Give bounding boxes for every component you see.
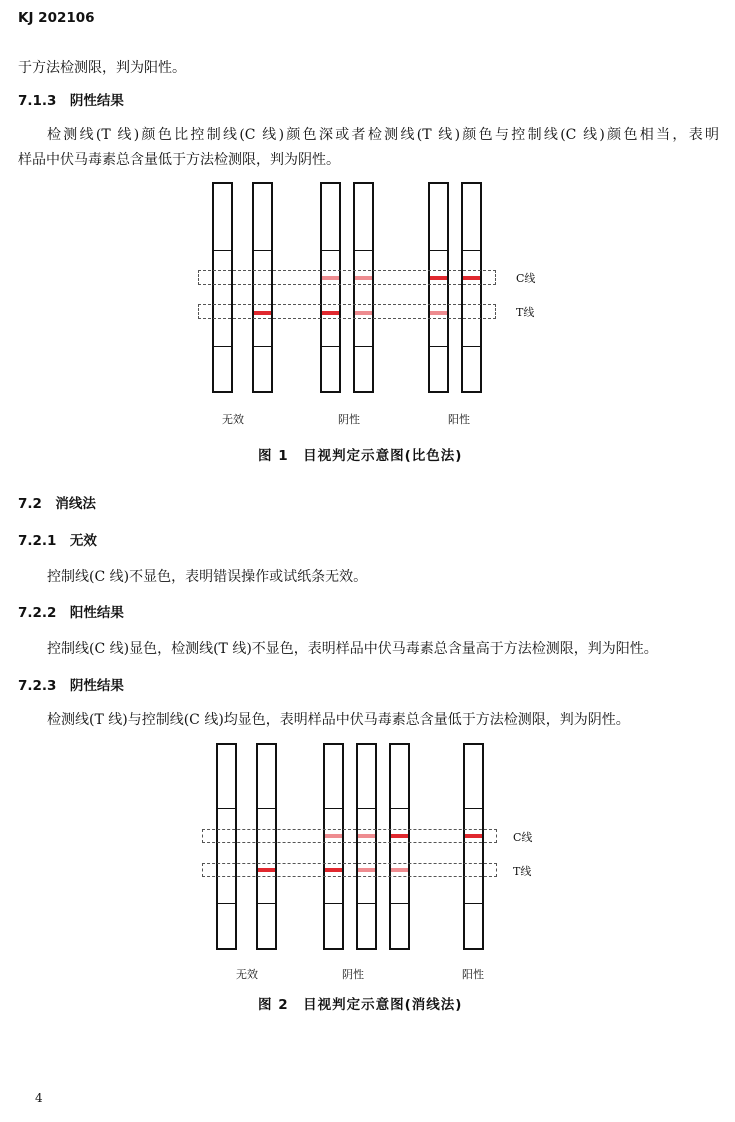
test-strip (389, 743, 410, 950)
test-strip (252, 182, 273, 393)
c-line-zone (202, 829, 497, 843)
paragraph: 于方法检测限，判为阳性。 (18, 60, 186, 76)
t-line-zone (202, 863, 497, 877)
test-strip (353, 182, 374, 393)
strip-divider (463, 346, 480, 347)
strip-divider (391, 903, 408, 904)
strip-divider (322, 346, 339, 347)
strip-divider (465, 903, 482, 904)
c-line-zone (198, 270, 496, 285)
section-heading: 7.2.2 阳性结果 (18, 605, 124, 621)
test-strip (256, 743, 277, 950)
strip-divider (358, 903, 375, 904)
strip-divider (355, 250, 372, 251)
figure-caption: 图 1 目视判定示意图(比色法) (258, 448, 463, 464)
paragraph: 样品中伏马毒素总含量低于方法检测限，判为阴性。 (18, 152, 340, 168)
strip-divider (430, 250, 447, 251)
strip-divider (214, 346, 231, 347)
strip-divider (325, 903, 342, 904)
test-strip (212, 182, 233, 393)
paragraph: 控制线(C 线)显色，检测线(T 线)不显色，表明样品中伏马毒素总含量高于方法检测限，判为阳性。 (47, 641, 658, 657)
strip-divider (463, 250, 480, 251)
test-strip (428, 182, 449, 393)
test-strip (461, 182, 482, 393)
section-heading: 7.2.1 无效 (18, 533, 97, 549)
section-heading: 7.2 消线法 (18, 496, 96, 512)
group-label: 阴性 (338, 413, 360, 426)
strip-divider (322, 250, 339, 251)
figure-caption: 图 2 目视判定示意图(消线法) (258, 997, 463, 1013)
test-strip (463, 743, 484, 950)
group-label: 无效 (222, 413, 244, 426)
group-label: 阴性 (342, 968, 364, 981)
group-label: 无效 (236, 968, 258, 981)
strip-divider (391, 808, 408, 809)
t-line-zone (198, 304, 496, 319)
strip-divider (258, 808, 275, 809)
test-strip (320, 182, 341, 393)
paragraph: 检测线(T 线)颜色比控制线(C 线)颜色深或者检测线(T 线)颜色与控制线(C 线)颜色相当，表明 (47, 127, 719, 143)
strip-divider (355, 346, 372, 347)
test-strip (323, 743, 344, 950)
strip-divider (430, 346, 447, 347)
strip-divider (358, 808, 375, 809)
test-strip (216, 743, 237, 950)
t-line-label: T线 (516, 306, 535, 319)
strip-divider (214, 250, 231, 251)
strip-divider (258, 903, 275, 904)
paragraph: 检测线(T 线)与控制线(C 线)均显色，表明样品中伏马毒素总含量低于方法检测限，判为阴性。 (47, 712, 630, 728)
strip-divider (325, 808, 342, 809)
strip-divider (465, 808, 482, 809)
c-line-label: C线 (513, 831, 533, 844)
section-heading: 7.1.3 阴性结果 (18, 93, 124, 109)
group-label: 阳性 (448, 413, 470, 426)
group-label: 阳性 (462, 968, 484, 981)
test-strip (356, 743, 377, 950)
t-line-label: T线 (513, 865, 532, 878)
doc-header: KJ 202106 (18, 10, 95, 26)
page-number: 4 (35, 1091, 43, 1105)
strip-divider (218, 808, 235, 809)
c-line-label: C线 (516, 272, 536, 285)
strip-divider (254, 346, 271, 347)
strip-divider (254, 250, 271, 251)
paragraph: 控制线(C 线)不显色，表明错误操作或试纸条无效。 (47, 569, 368, 585)
strip-divider (218, 903, 235, 904)
section-heading: 7.2.3 阴性结果 (18, 678, 124, 694)
